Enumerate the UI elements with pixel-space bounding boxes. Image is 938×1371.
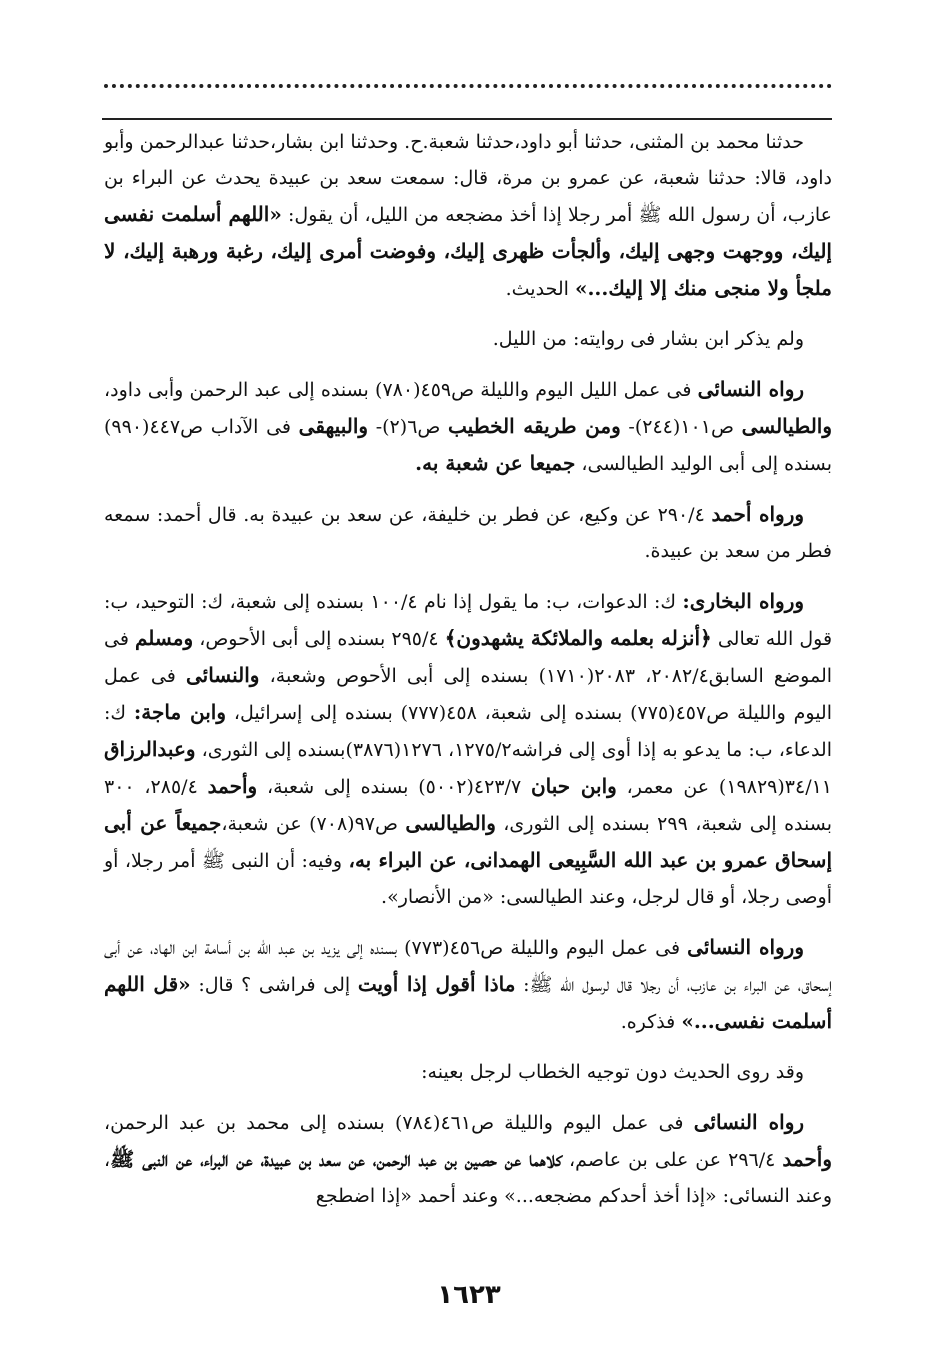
text-segment: فى عمل الليل اليوم والليلة ص٤٥٩(٧٨٠) بسنده إلى عبد الرحمن وأبى داود، — [104, 379, 698, 401]
bold-segment: والنسائى — [185, 663, 260, 687]
bold-segment: ﴿أنزله بعلمه والملائكة يشهدون﴾ — [444, 626, 712, 650]
text-segment: ٢٩٥/٤ بسنده إلى أبى الأحوص، — [193, 628, 445, 650]
dotted-separator — [104, 84, 832, 92]
text-segment: فى الموضع السابق٢٠٨٢/٤، ٢٠٨٣(١٧١٠) بسنده إلى أبى الأحوص وشعبة، — [104, 628, 833, 687]
text-segment: ص٩٧(٧٠٨) عن شعبة، — [221, 813, 406, 835]
text-segment: وقد روى الحديث دون توجيه الخطاب لرجل بعينه: — [421, 1061, 804, 1083]
bold-segment: ومسلم — [134, 626, 194, 650]
bold-segment: وأحمد — [207, 774, 258, 798]
hadith-commentary-text — [104, 124, 832, 1214]
paragraph — [104, 1104, 832, 1214]
bold-segment: والبيهقى — [298, 414, 369, 438]
text-segment: ك: الدعوات، ب: ما يقول إذا نام ١٠٠/٤ بسنده إلى شعبة، ك: التوحيد، ب: قول الله تعالى — [104, 591, 833, 650]
bold-segment: «اللهم أسلمت نفسى إليك، ووجهت وجهى إليك، وألجأت ظهرى إليك، وفوضت أمرى إليك، رغبة ورهبة إليك، لا ملجأ ولا منجى منك إلا إليك...» — [104, 202, 832, 300]
paragraph — [104, 929, 832, 1040]
text-segment: ولم يذكر ابن بشار فى روايته: من الليل. — [492, 328, 804, 350]
bold-segment: جميعا عن شعبة به. — [415, 451, 576, 475]
bold-segment: ماذا أقول إذا أويت — [357, 972, 516, 996]
bold-segment: رواه النسائى — [697, 377, 805, 401]
bold-segment: رواه النسائى — [693, 1110, 805, 1134]
text-segment: ص٦(٢)- — [368, 416, 449, 438]
bold-segment: وابن حبان — [530, 774, 617, 798]
bold-segment: ورواه البخارى: — [682, 589, 805, 613]
bold-segment: كلاهما عن حصين بن عبد الرحمن، عن سعد بن عبيدة، عن البراء، عن النبى ﷺ — [110, 1147, 563, 1171]
text-segment: حدثنا محمد بن المثنى، حدثنا أبو داود،حدثنا شعبة.ح. وحدثنا ابن بشار،حدثنا عبدالرحمن وأبو داود، قالا: حدثنا شعبة، عن عمرو بن مرة، قال: سمعت سعد بن عبيدة يحدث عن البراء بن عازب، أن رسول الله ﷺ أمر رجلا إذا أخذ مضجعه من الليل، أن يقول: — [104, 131, 832, 226]
paragraph — [104, 496, 832, 569]
bold-segment: ورواه النسائى — [687, 935, 804, 959]
text-segment: وفيه: أن النبى ﷺ أمر رجلا، أو أوصى رجلا، أو قال لرجل، وعند الطيالسى: «من الأنصار». — [104, 850, 832, 908]
bold-segment: «قل اللهم أسلمت نفسى...» — [104, 972, 832, 1033]
paragraph — [104, 1054, 832, 1090]
text-segment: ص١٠١(٢٤٤)- — [620, 416, 742, 438]
text-segment: فى عمل اليوم والليلة ص٤٦١(٧٨٤) بسنده إلى محمد بن عبد الرحمن، — [104, 1112, 694, 1134]
bold-segment: والطيالسى — [405, 811, 496, 835]
text-segment: ، وعند النسائى: «إذا أخذ أحدكم مضجعه...» وعند أحمد «إذا اضطجع — [104, 1149, 832, 1207]
text-segment: فى الآداب ص٤٤٧(٩٩٠) بسنده إلى أبى الوليد الطيالسى، — [104, 416, 832, 475]
text-segment: ٢٩٦/٤ عن على بن عاصم، — [562, 1149, 783, 1171]
bold-segment: وأحمد — [782, 1147, 832, 1171]
bold-segment: والطيالسى — [741, 414, 833, 438]
header-rule — [102, 118, 832, 120]
text-segment: ك: الدعاء، ب: ما يدعو به إذا أوى إلى فراشه١٢٧٥/٢، ١٢٧٦(٣٨٧٦)بسنده إلى الثورى، — [104, 702, 832, 761]
bold-segment: ورواه أحمد — [711, 502, 805, 526]
text-segment: فذكره. — [620, 1011, 682, 1033]
text-segment: فى عمل اليوم والليلة ص٤٥٧(٧٧٥) بسنده إلى شعبة، ٤٥٨(٧٧٧) بسنده إلى إسرائيل، — [104, 665, 832, 724]
paragraph — [104, 321, 832, 357]
text-segment: ٢٩٠/٤ عن وكيع، عن فطر بن خليفة، عن سعد بن عبيدة به. قال أحمد: سمعه فطر من سعد بن عبيدة. — [104, 504, 832, 562]
text-segment: ٣٤/١١(١٩٨٢٩) عن معمر، — [616, 776, 833, 798]
bold-segment: ومن طريقه الخطيب — [448, 414, 621, 438]
bold-segment: جميعاً عن أبى إسحاق عمرو بن عبد الله السَّبِيعى الهمدانى، عن البراء به، — [104, 811, 832, 872]
text-segment: ٢٨٥/٤، ٣٠٠ بسنده إلى شعبة، ٢٩٩ بسنده إلى الثورى، — [104, 776, 833, 835]
text-segment: إلى فراشى ؟ قال: — [190, 974, 358, 996]
text-segment: فى عمل اليوم والليلة ص٤٥٦(٧٧٣) بسنده إلى يزيد بن عبد الله بن أسامة ابن الهاد، عن أبى إسحاق، عن البراء بن عازب، أن رجلا قال لرسول الله ﷺ: — [104, 937, 832, 996]
page-number: ١٦٢٣ — [437, 1280, 501, 1310]
text-segment: ٤٢٣/٧(٥٠٠٢) بسنده إلى شعبة، — [257, 776, 531, 798]
paragraph — [104, 124, 832, 307]
text-segment: الحديث. — [505, 278, 575, 300]
paragraph — [104, 583, 832, 915]
paragraph — [104, 371, 832, 482]
bold-segment: وابن ماجة: — [133, 700, 226, 724]
bold-segment: وعبدالرزاق — [104, 737, 196, 761]
